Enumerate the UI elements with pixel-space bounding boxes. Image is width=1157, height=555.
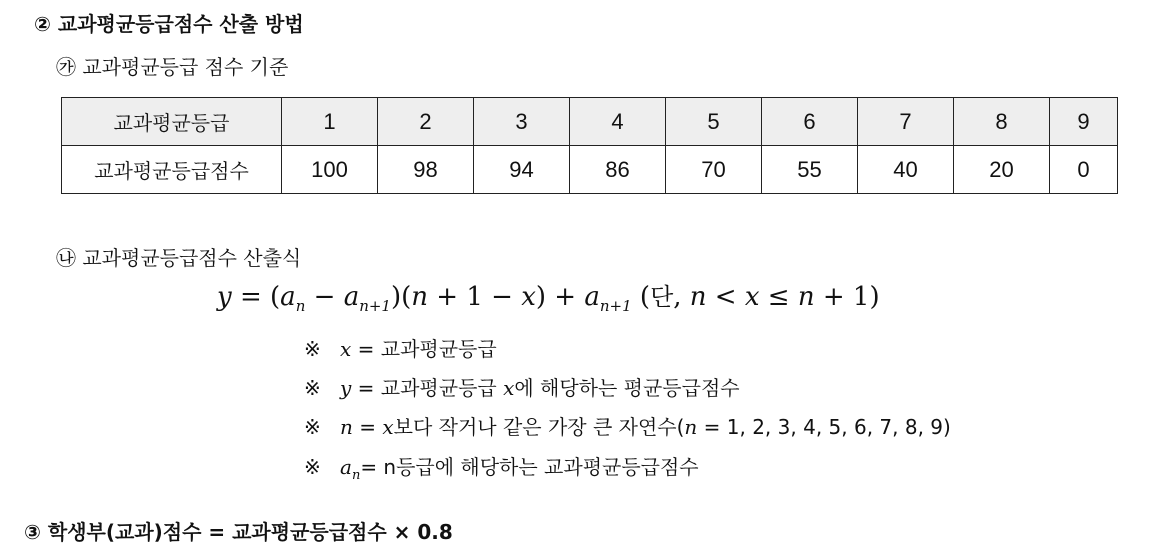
grade-cell: 4 <box>570 98 666 146</box>
note-y-definition: ※ y = 교과평균등급 x에 해당하는 평균등급점수 <box>304 376 740 400</box>
grade-cell: 2 <box>378 98 474 146</box>
score-cell: 100 <box>282 146 378 194</box>
score-cell: 0 <box>1050 146 1118 194</box>
row-header-score: 교과평균등급점수 <box>62 146 282 194</box>
score-formula: $y = (a_n - a_{n+1})(n + 1 - x) + a_{n+1}$ (단, n < x ≤ n + 1) <box>217 282 880 316</box>
section-3-heading: ③ 학생부(교과)점수 = 교과평균등급점수 × 0.8 <box>24 520 453 544</box>
score-cell: 70 <box>666 146 762 194</box>
score-cell: 55 <box>762 146 858 194</box>
grade-cell: 5 <box>666 98 762 146</box>
formula-subheading: ㉯ 교과평균등급점수 산출식 <box>56 246 302 270</box>
grade-cell: 9 <box>1050 98 1118 146</box>
grade-cell: 8 <box>954 98 1050 146</box>
score-cell: 86 <box>570 146 666 194</box>
note-an-definition: ※ $a_n= n$등급에 해당하는 교과평균등급점수 <box>304 455 699 483</box>
note-n-definition: ※ n = x보다 작거나 같은 가장 큰 자연수(n = 1, 2, 3, 4, 5, 6, 7, 8, 9) <box>304 415 951 439</box>
table-row-grades <box>62 98 1118 146</box>
score-cell: 20 <box>954 146 1050 194</box>
note-x-definition: ※ x = 교과평균등급 <box>304 337 497 361</box>
grade-score-table <box>61 97 1118 194</box>
score-cell: 98 <box>378 146 474 194</box>
grade-cell: 3 <box>474 98 570 146</box>
score-cell: 40 <box>858 146 954 194</box>
grade-cell: 6 <box>762 98 858 146</box>
grade-criteria-subheading: ㉮ 교과평균등급 점수 기준 <box>56 55 289 79</box>
section-2-heading: ② 교과평균등급점수 산출 방법 <box>34 12 304 36</box>
table-row-scores <box>62 146 1118 194</box>
grade-cell: 7 <box>858 98 954 146</box>
score-cell: 94 <box>474 146 570 194</box>
grade-cell: 1 <box>282 98 378 146</box>
row-header-grade: 교과평균등급 <box>62 98 282 146</box>
